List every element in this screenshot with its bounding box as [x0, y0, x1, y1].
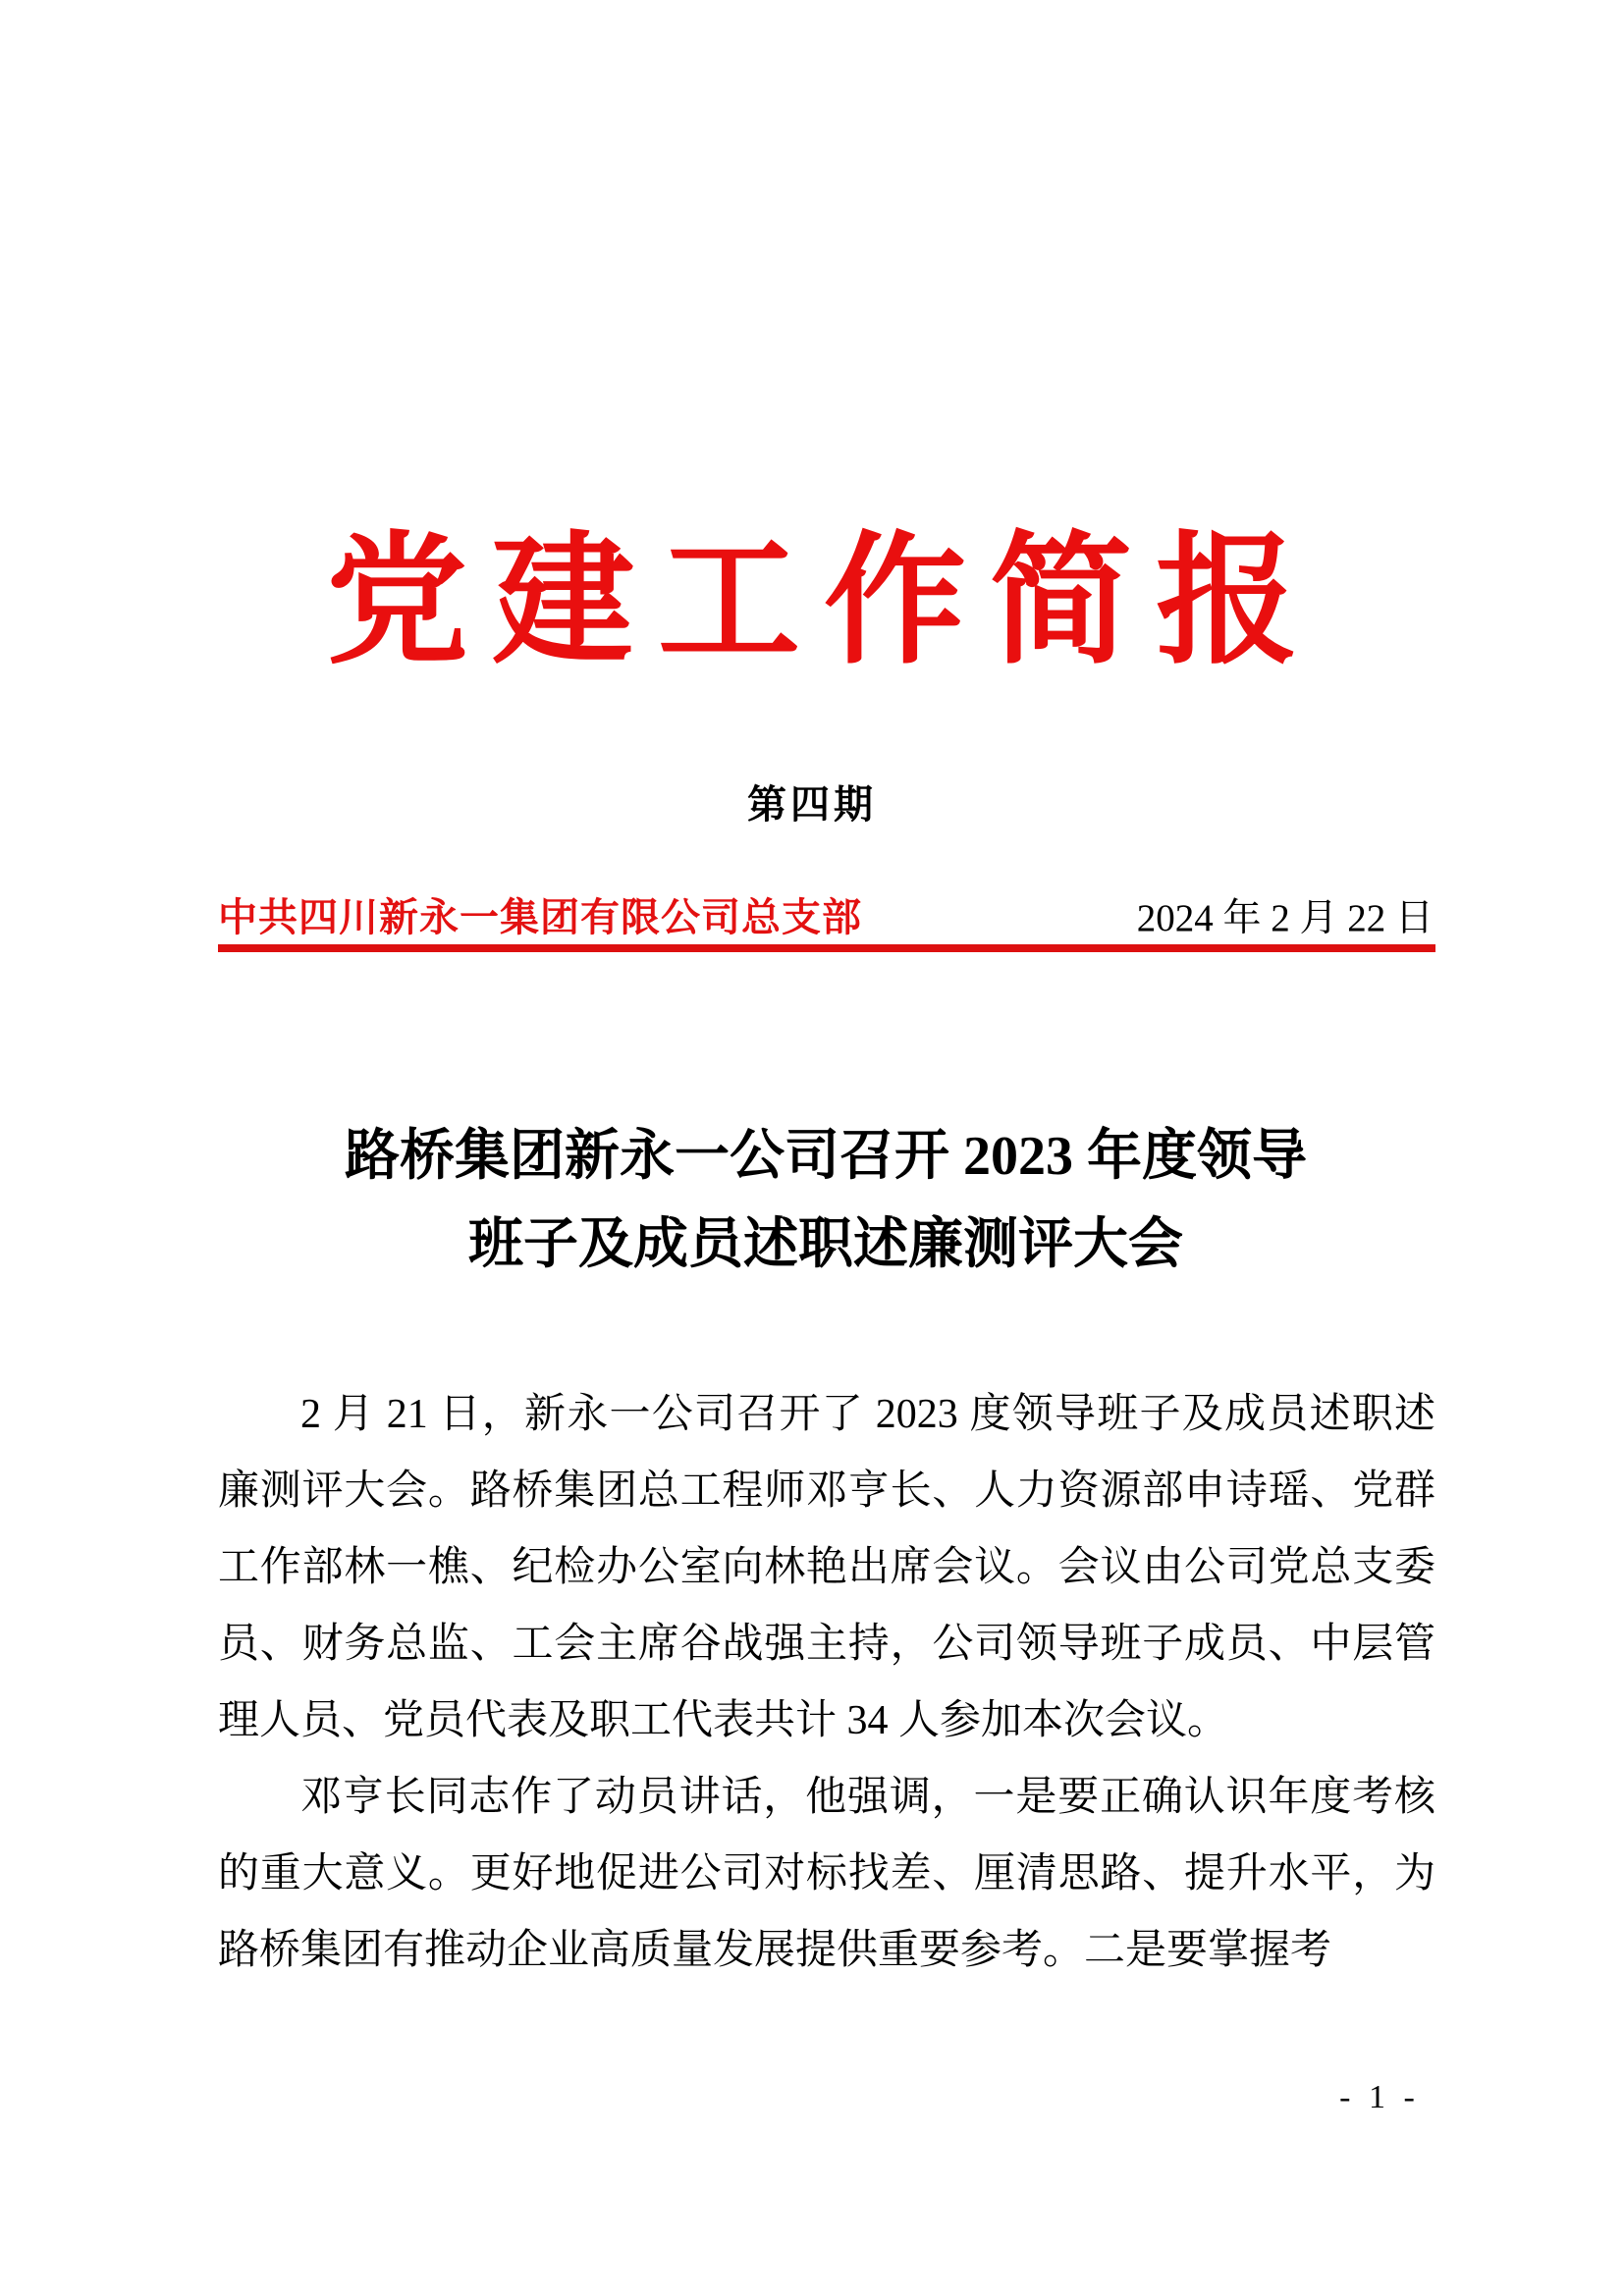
masthead-title: 党建工作简报	[326, 524, 1322, 681]
header-divider-rule	[218, 944, 1435, 952]
article-title	[218, 1112, 1434, 1289]
article-title-line1: 路桥集团新永一公司召开 2023 年度领导	[345, 1126, 1307, 1187]
header-row	[218, 886, 1434, 942]
issue-number: 第四期	[747, 782, 877, 827]
publication-date: 2024 年 2 月 22 日	[1136, 897, 1434, 939]
body-paragraph-2: 邓亨长同志作了动员讲话，他强调，一是要正确认识年度考核的重大意义。更好地促进公司对标找差、厘清思路、提升水平，为路桥集团有推动企业高质量发展提供重要参考。二是要掌握考	[218, 1775, 1435, 1973]
body-paragraph-1: 2 月 21 日，新永一公司召开了 2023 度领导班子及成员述职述廉测评大会。路桥集团总工程师邓亨长、人力资源部申诗瑶、党群工作部林一樵、纪检办公室向林艳出席会议。会议由公司党总支委员、财务总监、工会主席谷战强主持，公司领导班子成员、中层管理人员、党员代表及职工代表共计 34 人参加本次会议。	[218, 1392, 1435, 1743]
article-body	[218, 1376, 1435, 1989]
article-title-line2: 班子及成员述职述廉测评大会	[468, 1214, 1183, 1275]
page-number: - 1 -	[1339, 2079, 1420, 2115]
organization-name: 中共四川新永一集团有限公司总支部	[218, 895, 862, 939]
